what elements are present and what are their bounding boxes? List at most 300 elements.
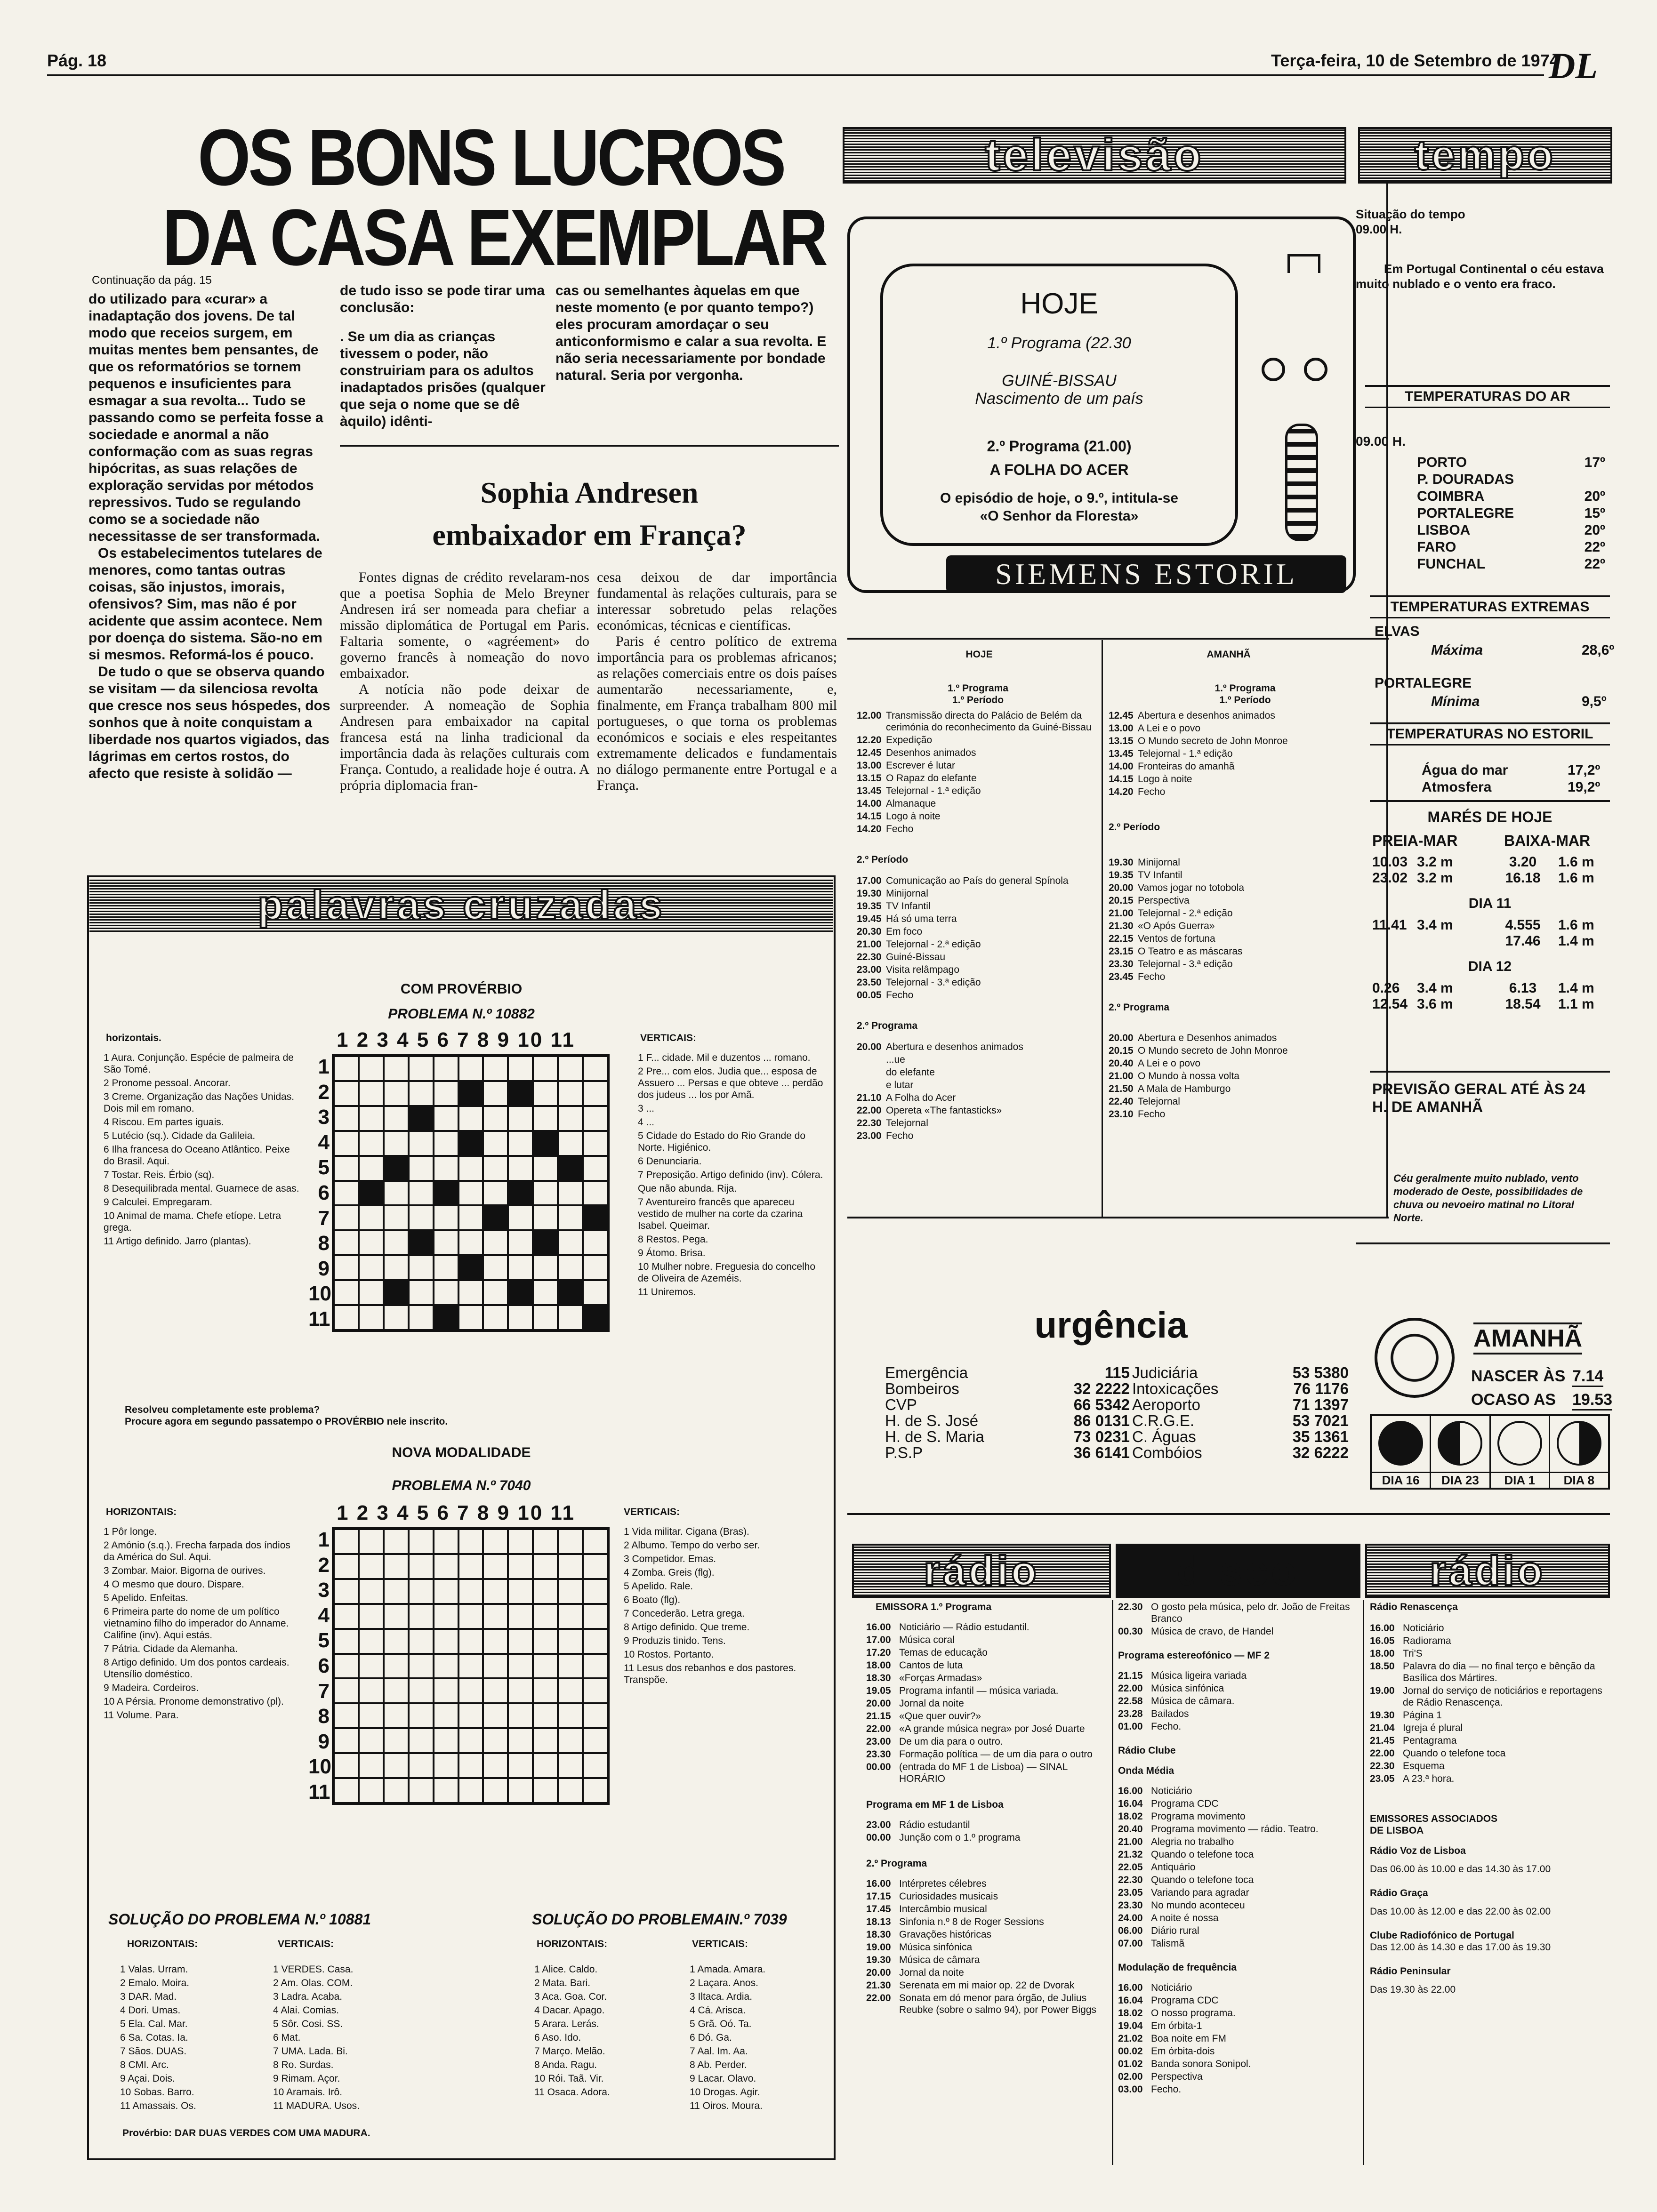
black-square — [359, 1181, 384, 1206]
crossword-cell[interactable] — [483, 1703, 508, 1728]
crossword-cell[interactable] — [434, 1753, 458, 1778]
crossword-cell[interactable] — [409, 1305, 434, 1330]
crossword-cell[interactable] — [359, 1529, 384, 1554]
crossword-cell[interactable] — [384, 1678, 409, 1703]
crossword-cell[interactable] — [533, 1728, 558, 1753]
crossword-cell[interactable] — [334, 1728, 359, 1753]
crossword-cell[interactable] — [359, 1678, 384, 1703]
tv-hoje-p3: 2.º Programa — [857, 1020, 918, 1031]
crossword-cell[interactable] — [583, 1529, 608, 1554]
crossword-cell[interactable] — [508, 1579, 533, 1604]
crossword-cell[interactable] — [334, 1753, 359, 1778]
crossword-cell[interactable] — [384, 1205, 409, 1230]
crossword-cell[interactable] — [359, 1703, 384, 1728]
clue-h1: 3 Creme. Organização das Nações Unidas. Dois mil em romano. — [104, 1091, 295, 1114]
crossword-prob2: PROBLEMA N.º 7040 — [392, 1478, 531, 1493]
tv-am-1-entry — [1109, 786, 1382, 798]
crossword-cell[interactable] — [483, 1305, 508, 1330]
crossword-cell[interactable] — [409, 1529, 434, 1554]
crossword-cell[interactable] — [409, 1753, 434, 1778]
tv-am-2-time: 23.15 — [1109, 946, 1134, 957]
crossword-cell[interactable] — [384, 1131, 409, 1156]
crossword-cell[interactable] — [508, 1654, 533, 1679]
crossword-cell[interactable] — [583, 1156, 608, 1181]
crossword-cell[interactable] — [458, 1230, 483, 1255]
crossword-cell[interactable] — [558, 1703, 583, 1728]
crossword-cell[interactable] — [384, 1305, 409, 1330]
crossword-cell[interactable] — [508, 1131, 533, 1156]
crossword-cell[interactable] — [384, 1654, 409, 1679]
crossword-cell[interactable] — [458, 1056, 483, 1081]
crossword-cell[interactable] — [558, 1181, 583, 1206]
radio-c1-entry — [866, 1698, 1109, 1709]
crossword-cell[interactable] — [533, 1654, 558, 1679]
crossword-cell[interactable] — [508, 1629, 533, 1654]
moon-phase-4 — [1550, 1416, 1608, 1488]
crossword-cell[interactable] — [384, 1579, 409, 1604]
radio-c1-title: Temas de educação — [899, 1647, 988, 1658]
crossword-cell[interactable] — [384, 1778, 409, 1803]
crossword-cell[interactable] — [483, 1181, 508, 1206]
crossword-cell[interactable] — [334, 1280, 359, 1305]
crossword-cell[interactable] — [583, 1554, 608, 1579]
sophia-col2-para1: cesa deixou de dar importância fundamental às relações culturais, para se interessar sobretudo pelas relações económicas, técnicas e científicas. — [597, 569, 837, 633]
crossword-cell[interactable] — [508, 1604, 533, 1629]
radio-divider-1 — [1112, 1600, 1113, 2165]
crossword-cell[interactable] — [359, 1753, 384, 1778]
crossword-cell[interactable] — [583, 1728, 608, 1753]
crossword-cell[interactable] — [458, 1604, 483, 1629]
crossword-cell[interactable] — [458, 1703, 483, 1728]
crossword-cell[interactable] — [483, 1230, 508, 1255]
sophia-col2-para2: Paris é centro político de extrema importância para os problemas africanos; as relações comerciais entre os dois países aumentarão necessariamente, e, finalmente, em França trabalham 800 mil portugueses, o que torna os problemas económicos e sociais e eles respeitantes extremamente delicados e fundamentais no diálogo permanente entre Portugal e a França. — [597, 633, 837, 793]
crossword-cell[interactable] — [384, 1554, 409, 1579]
crossword-cell[interactable] — [583, 1081, 608, 1106]
tv-am-3-time: 21.00 — [1109, 1071, 1134, 1082]
crossword-cell[interactable] — [458, 1629, 483, 1654]
crossword-cell[interactable] — [458, 1156, 483, 1181]
crossword-cell[interactable] — [483, 1678, 508, 1703]
crossword-cell[interactable] — [334, 1156, 359, 1181]
crossword-cell[interactable] — [558, 1579, 583, 1604]
crossword-cell[interactable] — [458, 1529, 483, 1554]
crossword-cell[interactable] — [533, 1579, 558, 1604]
crossword-cell[interactable] — [359, 1554, 384, 1579]
crossword-cell[interactable] — [409, 1280, 434, 1305]
sol1-v: 10 Aramais. Irô. — [273, 2087, 343, 2098]
crossword-cell[interactable] — [334, 1604, 359, 1629]
crossword-cell[interactable] — [409, 1131, 434, 1156]
crossword-cell[interactable] — [334, 1305, 359, 1330]
crossword-cell[interactable] — [458, 1778, 483, 1803]
crossword-cell[interactable] — [508, 1753, 533, 1778]
crossword-cell[interactable] — [583, 1181, 608, 1206]
crossword-cell[interactable] — [434, 1579, 458, 1604]
crossword-cell[interactable] — [359, 1629, 384, 1654]
crossword-cell[interactable] — [334, 1056, 359, 1081]
crossword-cell[interactable] — [384, 1753, 409, 1778]
crossword-cell[interactable] — [434, 1654, 458, 1679]
crossword-cell[interactable] — [558, 1230, 583, 1255]
urg-left-label: H. de S. José — [885, 1412, 979, 1429]
crossword-cell[interactable] — [558, 1255, 583, 1280]
crossword-cell[interactable] — [558, 1604, 583, 1629]
crossword-cell[interactable] — [409, 1678, 434, 1703]
city-row — [1417, 488, 1605, 505]
crossword-cell[interactable] — [533, 1056, 558, 1081]
crossword-cell[interactable] — [434, 1604, 458, 1629]
crossword-cell[interactable] — [434, 1728, 458, 1753]
crossword-cell[interactable] — [359, 1255, 384, 1280]
tv-hoje-p1-0: 1.º Programa — [947, 683, 1009, 694]
radio-c2c-title: Talismã — [1151, 1938, 1185, 1949]
tv-hoje-1-time: 12.45 — [857, 747, 882, 758]
crossword-cell[interactable] — [409, 1579, 434, 1604]
crossword-cell[interactable] — [409, 1081, 434, 1106]
crossword-cell[interactable] — [558, 1728, 583, 1753]
crossword-cell[interactable] — [533, 1703, 558, 1728]
crossword-cell[interactable] — [409, 1604, 434, 1629]
crossword-cell[interactable] — [458, 1554, 483, 1579]
lead-headline-2: DA CASA EXEMPLAR — [162, 193, 826, 282]
crossword-cell[interactable] — [334, 1678, 359, 1703]
crossword-cell[interactable] — [533, 1255, 558, 1280]
crossword-cell[interactable] — [583, 1654, 608, 1679]
crossword-cell[interactable] — [359, 1280, 384, 1305]
crossword-cell[interactable] — [434, 1678, 458, 1703]
crossword-cell[interactable] — [583, 1579, 608, 1604]
crossword-cell[interactable] — [533, 1156, 558, 1181]
crossword-cell[interactable] — [458, 1280, 483, 1305]
crossword-cell[interactable] — [384, 1106, 409, 1131]
crossword-cell[interactable] — [533, 1529, 558, 1554]
radio-c2d-time: 16.04 — [1118, 1995, 1143, 2006]
crossword-cell[interactable] — [409, 1205, 434, 1230]
crossword-cell[interactable] — [434, 1205, 458, 1230]
crossword-cell[interactable] — [483, 1579, 508, 1604]
crossword-cell[interactable] — [359, 1728, 384, 1753]
crossword-cell[interactable] — [334, 1205, 359, 1230]
crossword-cell[interactable] — [458, 1205, 483, 1230]
tv-hoje-2-time: 23.50 — [857, 977, 882, 988]
crossword-cell[interactable] — [458, 1181, 483, 1206]
radio-c1-time: 23.30 — [866, 1749, 891, 1760]
crossword-cell[interactable] — [359, 1230, 384, 1255]
crossword-cell[interactable] — [434, 1156, 458, 1181]
row-number: 7 — [318, 1206, 330, 1230]
crossword-cell[interactable] — [334, 1629, 359, 1654]
solution-1-h — [120, 1963, 261, 2113]
crossword-cell[interactable] — [359, 1056, 384, 1081]
crossword-cell[interactable] — [434, 1629, 458, 1654]
crossword-cell[interactable] — [533, 1205, 558, 1230]
crossword-cell[interactable] — [434, 1554, 458, 1579]
crossword-cell[interactable] — [558, 1305, 583, 1330]
crossword-cell[interactable] — [483, 1728, 508, 1753]
crossword-cell[interactable] — [458, 1654, 483, 1679]
crossword-cell[interactable] — [508, 1056, 533, 1081]
crossword-cell[interactable] — [434, 1230, 458, 1255]
crossword-cell[interactable] — [533, 1778, 558, 1803]
crossword-nova: NOVA MODALIDADE — [392, 1445, 531, 1460]
crossword-cell[interactable] — [483, 1131, 508, 1156]
tv-am-3-title: Fecho — [1138, 1109, 1166, 1120]
row-number: 10 — [308, 1282, 331, 1306]
crossword-cell[interactable] — [458, 1579, 483, 1604]
crossword-cell[interactable] — [483, 1554, 508, 1579]
crossword-cell[interactable] — [359, 1081, 384, 1106]
crossword-cell[interactable] — [409, 1703, 434, 1728]
crossword-cell[interactable] — [583, 1678, 608, 1703]
crossword-cell[interactable] — [508, 1778, 533, 1803]
crossword-cell[interactable] — [359, 1778, 384, 1803]
clue-h2: 8 Artigo definido. Um dos pontos cardeais. Utensílio doméstico. — [104, 1657, 290, 1680]
crossword-cell[interactable] — [583, 1056, 608, 1081]
row-number: 3 — [318, 1579, 330, 1602]
radio-c2d-entry — [1118, 1995, 1360, 2006]
crossword-cell[interactable] — [334, 1106, 359, 1131]
sol1-v: 11 MADURA. Usos. — [273, 2100, 360, 2111]
radio-c3-entry — [1370, 1622, 1608, 1634]
crossword-cell[interactable] — [384, 1629, 409, 1654]
crossword-cell[interactable] — [359, 1654, 384, 1679]
crossword-cell[interactable] — [483, 1056, 508, 1081]
crossword-cell[interactable] — [558, 1554, 583, 1579]
crossword-cell[interactable] — [384, 1255, 409, 1280]
crossword-cell[interactable] — [384, 1703, 409, 1728]
crossword-cell[interactable] — [359, 1579, 384, 1604]
lead-col3-para1: cas ou semelhantes àquelas em que neste momento (e por quanto tempo?) eles procuram amordaçar o seu anticonformismo e calar a sua revolta. E não seria necessariamente por bondade natural. Seria por vergonha. — [555, 283, 827, 383]
crossword-com: COM PROVÉRBIO — [400, 981, 523, 997]
crossword-cell[interactable] — [334, 1579, 359, 1604]
crossword-cell[interactable] — [434, 1131, 458, 1156]
tv-am-3-title: O Mundo secreto de John Monroe — [1138, 1045, 1288, 1056]
crossword-cell[interactable] — [434, 1081, 458, 1106]
crossword-cell[interactable] — [558, 1654, 583, 1679]
crossword-cell[interactable] — [434, 1778, 458, 1803]
tv-am-2-title: Minijornal — [1138, 857, 1180, 868]
mare-row — [1372, 996, 1608, 1012]
clue-v2: 4 Zomba. Greis (flg). — [624, 1567, 715, 1578]
crossword-cell[interactable] — [384, 1181, 409, 1206]
radio-graca: Rádio Graça — [1370, 1888, 1428, 1899]
urg-left-phone: 86 0131 — [1073, 1412, 1130, 1429]
crossword-cell[interactable] — [558, 1131, 583, 1156]
crossword-cell[interactable] — [533, 1554, 558, 1579]
crossword-grid-2[interactable] — [332, 1527, 610, 1805]
crossword-cell[interactable] — [458, 1753, 483, 1778]
crossword-cell[interactable] — [359, 1131, 384, 1156]
crossword-cell[interactable] — [508, 1678, 533, 1703]
crossword-cell[interactable] — [483, 1280, 508, 1305]
crossword-cell[interactable] — [334, 1778, 359, 1803]
crossword-cell[interactable] — [508, 1205, 533, 1230]
crossword-cell[interactable] — [583, 1106, 608, 1131]
crossword-cell[interactable] — [558, 1081, 583, 1106]
city-temp: 17º — [1584, 455, 1605, 470]
crossword-cell[interactable] — [583, 1604, 608, 1629]
crossword-cell[interactable] — [533, 1629, 558, 1654]
crossword-cell[interactable] — [533, 1081, 558, 1106]
crossword-cell[interactable] — [558, 1629, 583, 1654]
city-name: LISBOA — [1417, 522, 1471, 538]
crossword-cell[interactable] — [483, 1529, 508, 1554]
sol2-h: 6 Aso. Ido. — [534, 2032, 581, 2043]
crossword-cell[interactable] — [458, 1678, 483, 1703]
radio-banner-1-label: rádio — [924, 1547, 1039, 1594]
crossword-cell[interactable] — [558, 1205, 583, 1230]
tv-am-2-title: Fecho — [1138, 971, 1166, 982]
crossword-cell[interactable] — [508, 1230, 533, 1255]
radio-c1c-entry — [866, 1916, 1109, 1928]
crossword-cell[interactable] — [409, 1181, 434, 1206]
crossword-cell[interactable] — [583, 1629, 608, 1654]
crossword-cell[interactable] — [533, 1604, 558, 1629]
tv-am-3-time: 21.50 — [1109, 1083, 1134, 1094]
crossword-cell[interactable] — [359, 1305, 384, 1330]
crossword-cell[interactable] — [558, 1106, 583, 1131]
crossword-cell[interactable] — [533, 1106, 558, 1131]
sol2-v: 7 Aal. Im. Aa. — [690, 2046, 748, 2057]
crossword-cell[interactable] — [359, 1205, 384, 1230]
moon-phase-2-label: DIA 23 — [1431, 1472, 1489, 1488]
crossword-cell[interactable] — [409, 1056, 434, 1081]
crossword-cell[interactable] — [334, 1255, 359, 1280]
crossword-cell[interactable] — [508, 1305, 533, 1330]
crossword-cell[interactable] — [483, 1604, 508, 1629]
crossword-cell[interactable] — [434, 1106, 458, 1131]
clue-v1: 1 F... cidade. Mil e duzentos ... romano. — [638, 1052, 811, 1063]
black-square — [508, 1181, 533, 1206]
crossword-cell[interactable] — [334, 1181, 359, 1206]
crossword-cell[interactable] — [384, 1081, 409, 1106]
crossword-cell[interactable] — [583, 1753, 608, 1778]
tv-brand-box — [946, 555, 1346, 593]
crossword-cell[interactable] — [508, 1106, 533, 1131]
crossword-cell[interactable] — [409, 1554, 434, 1579]
crossword-cell[interactable] — [458, 1728, 483, 1753]
crossword-cell[interactable] — [558, 1056, 583, 1081]
sol2-h: 2 Mata. Bari. — [534, 1978, 591, 1988]
crossword-cell[interactable] — [458, 1305, 483, 1330]
radio-c2c-time: 23.05 — [1118, 1887, 1143, 1898]
crossword-cell[interactable] — [334, 1230, 359, 1255]
moon-phase-3 — [1491, 1416, 1550, 1488]
tempo-atm-value: 19,2º — [1568, 779, 1601, 795]
crossword-cell[interactable] — [434, 1255, 458, 1280]
crossword-cell[interactable] — [483, 1106, 508, 1131]
crossword-cell[interactable] — [558, 1753, 583, 1778]
crossword-cell[interactable] — [533, 1305, 558, 1330]
radio-c2d-entry — [1118, 2033, 1360, 2044]
crossword-cell[interactable] — [409, 1728, 434, 1753]
crossword-cell[interactable] — [334, 1703, 359, 1728]
crossword-cell[interactable] — [359, 1604, 384, 1629]
crossword-cell[interactable] — [483, 1753, 508, 1778]
crossword-cell[interactable] — [384, 1604, 409, 1629]
crossword-cell[interactable] — [508, 1529, 533, 1554]
crossword-cell[interactable] — [434, 1703, 458, 1728]
crossword-cell[interactable] — [409, 1156, 434, 1181]
crossword-cell[interactable] — [334, 1554, 359, 1579]
crossword-cell[interactable] — [434, 1056, 458, 1081]
crossword-cell[interactable] — [384, 1056, 409, 1081]
crossword-cell[interactable] — [533, 1753, 558, 1778]
crossword-cell[interactable] — [384, 1529, 409, 1554]
crossword-cell[interactable] — [483, 1081, 508, 1106]
radio-c2c-title: Alegria no trabalho — [1151, 1836, 1234, 1847]
crossword-cell[interactable] — [533, 1678, 558, 1703]
crossword-cell[interactable] — [558, 1678, 583, 1703]
sol1-v: 3 Ladra. Acaba. — [273, 1991, 343, 2002]
radio-c2c-entry — [1118, 1785, 1360, 1797]
row-number: 8 — [318, 1705, 330, 1728]
crossword-cell[interactable] — [409, 1778, 434, 1803]
crossword-cell[interactable] — [508, 1728, 533, 1753]
row-number: 8 — [318, 1232, 330, 1255]
tv-hoje-p2: 2.º Período — [857, 854, 909, 865]
mare-bm-time: 6.13 — [1509, 980, 1537, 996]
radio-c1-title: Cantos de luta — [899, 1660, 963, 1671]
crossword-cell[interactable] — [434, 1529, 458, 1554]
sol2-h: 5 Arara. Lerás. — [534, 2019, 599, 2029]
urg-right-row — [1132, 1413, 1349, 1429]
crossword-cell[interactable] — [359, 1156, 384, 1181]
crossword-cell[interactable] — [508, 1156, 533, 1181]
crossword-cell[interactable] — [583, 1778, 608, 1803]
crossword-cell[interactable] — [483, 1778, 508, 1803]
crossword-cell[interactable] — [533, 1181, 558, 1206]
crossword-cell[interactable] — [334, 1081, 359, 1106]
crossword-cell[interactable] — [508, 1255, 533, 1280]
crossword-cell[interactable] — [508, 1554, 533, 1579]
crossword-cell[interactable] — [483, 1629, 508, 1654]
crossword-cell[interactable] — [409, 1255, 434, 1280]
urg-right-row — [1132, 1365, 1349, 1381]
crossword-cell[interactable] — [334, 1654, 359, 1679]
tv-am-3-time: 20.00 — [1109, 1033, 1134, 1043]
crossword-cell[interactable] — [384, 1728, 409, 1753]
crossword-cell[interactable] — [558, 1529, 583, 1554]
crossword-cell[interactable] — [533, 1280, 558, 1305]
radio-c3-time: 22.00 — [1370, 1748, 1395, 1759]
tv-am-3-entry — [1109, 1096, 1382, 1107]
radio-c2c-title: Quando o telefone toca — [1151, 1849, 1254, 1860]
crossword-cell[interactable] — [508, 1703, 533, 1728]
crossword-cell[interactable] — [558, 1778, 583, 1803]
crossword-cell[interactable] — [359, 1106, 384, 1131]
tv-hoje-2-time: 19.45 — [857, 914, 882, 924]
crossword-cell[interactable] — [583, 1703, 608, 1728]
solution-1-title: SOLUÇÃO DO PROBLEMA N.º 10881 — [108, 1911, 371, 1928]
crossword-cell[interactable] — [384, 1230, 409, 1255]
crossword-cell[interactable] — [334, 1529, 359, 1554]
crossword-cell[interactable] — [483, 1654, 508, 1679]
tempo-situacao-texto: Em Portugal Continental o céu estava muito nublado e o vento era fraco. — [1356, 262, 1604, 291]
crossword-cell[interactable] — [583, 1255, 608, 1280]
crossword-cell[interactable] — [409, 1629, 434, 1654]
crossword-cell[interactable] — [583, 1131, 608, 1156]
crossword-cell[interactable] — [434, 1280, 458, 1305]
crossword-cell[interactable] — [409, 1654, 434, 1679]
crossword-cell[interactable] — [583, 1230, 608, 1255]
crossword-cell[interactable] — [583, 1280, 608, 1305]
crossword-cell[interactable] — [483, 1156, 508, 1181]
crossword-grid-1[interactable] — [332, 1054, 610, 1332]
crossword-cell[interactable] — [334, 1131, 359, 1156]
crossword-cell[interactable] — [458, 1106, 483, 1131]
crossword-cell[interactable] — [483, 1255, 508, 1280]
